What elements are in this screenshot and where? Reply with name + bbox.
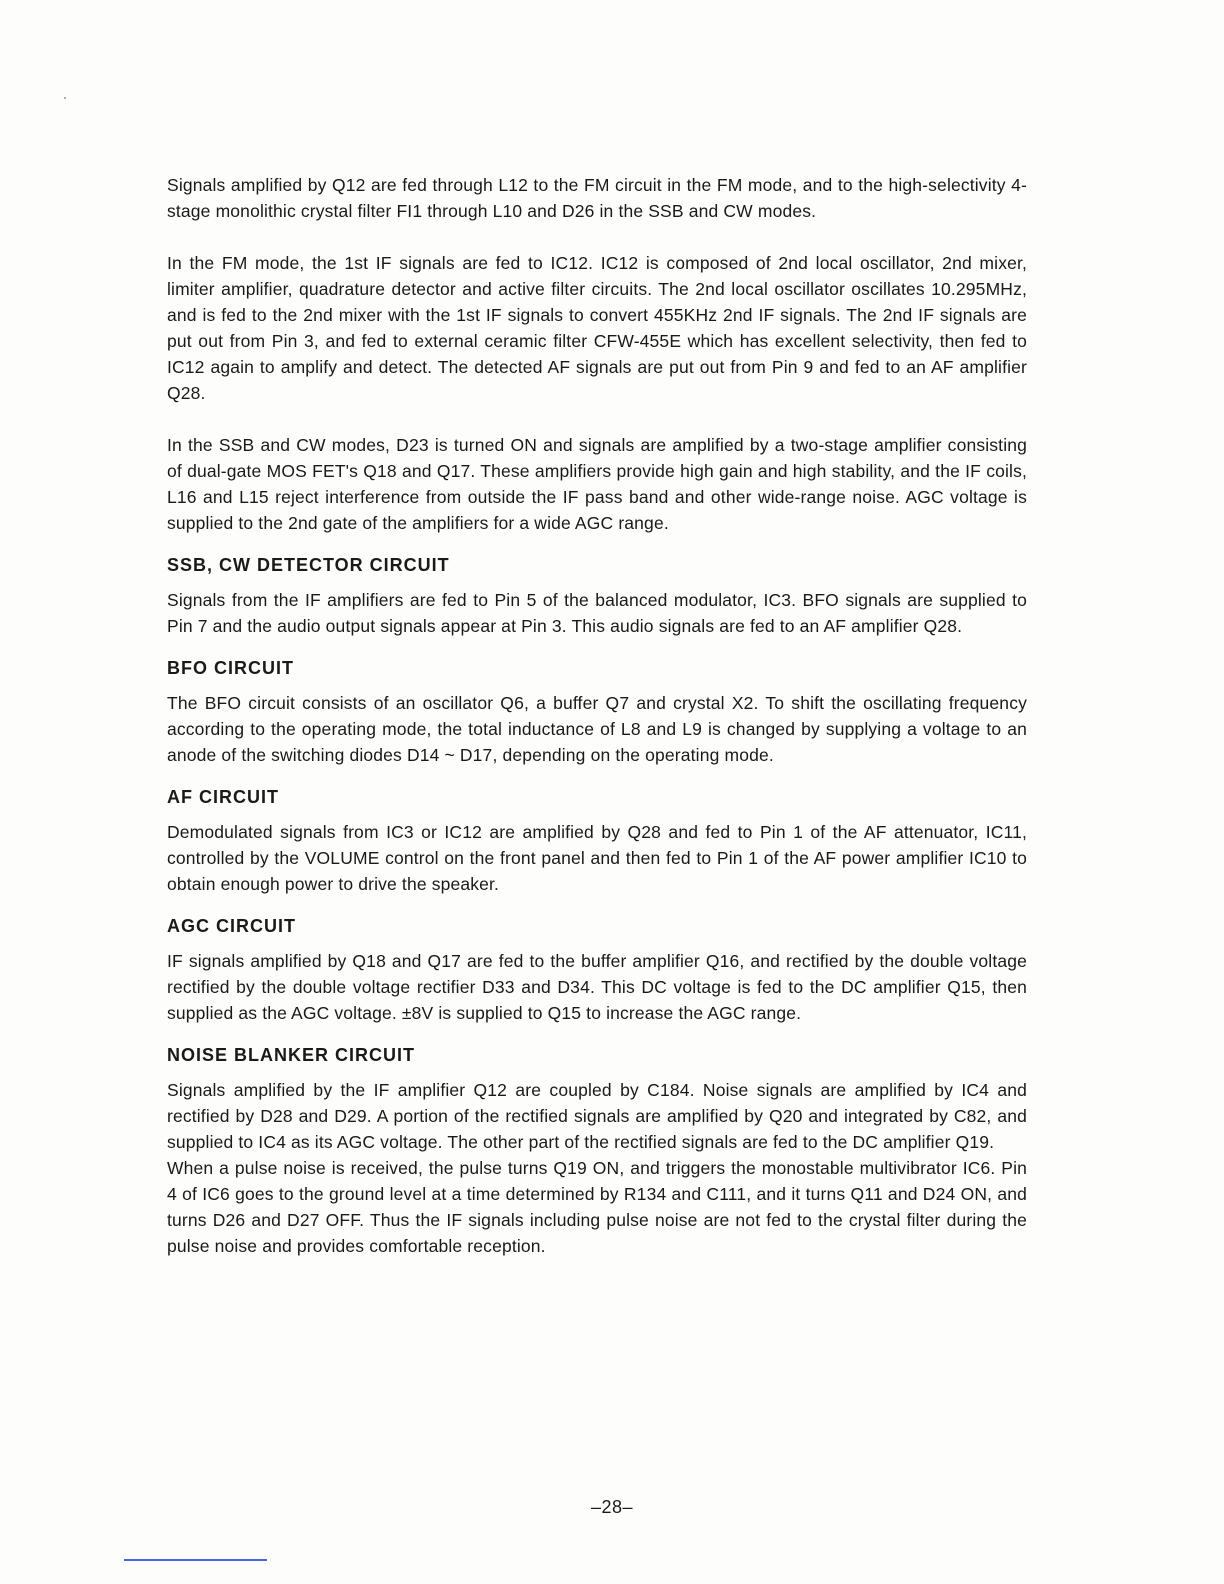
section-heading: AGC CIRCUIT (167, 916, 296, 936)
section-paragraph: The BFO circuit consists of an oscillator Q6, a buffer Q7 and crystal X2. To shift the oscillating frequency according to the operating mode, the total inductance of L8 and L9 is changed by supplying a voltage to an anode of the switching diodes D14 ~ D17, depending on the operating mode. (167, 693, 1027, 765)
scan-speck (64, 97, 66, 99)
intro-paragraph-1: Signals amplified by Q12 are fed through L12 to the FM circuit in the FM mode, and to the high-selectivity 4-stage monolithic crystal filter FI1 through L10 and D26 in the SSB and CW modes. (167, 175, 1027, 221)
section-paragraph: When a pulse noise is received, the pulse turns Q19 ON, and triggers the monostable multivibrator IC6. Pin 4 of IC6 goes to the ground level at a time determined by R134 and C111, and it turns Q11 and D24 ON, and turns D26 and D27 OFF. Thus the IF signals including pulse noise are not fed to the crystal filter during the pulse noise and provides comfortable reception. (167, 1158, 1027, 1256)
intro-paragraph-2: In the FM mode, the 1st IF signals are fed to IC12. IC12 is composed of 2nd local oscillator, 2nd mixer, limiter amplifier, quadrature detector and active filter circuits. The 2nd local oscillator oscillates 10.295MHz, and is fed to the 2nd mixer with the 1st IF signals to convert 455KHz 2nd IF signals. The 2nd IF signals are put out from Pin 3, and fed to external ceramic filter CFW-455E which has excellent selectivity, then fed to IC12 again to amplify and detect. The detected AF signals are put out from Pin 9 and fed to an AF amplifier Q28. (167, 253, 1027, 403)
section-noise-blanker (167, 1042, 1027, 1259)
section-paragraph: Demodulated signals from IC3 or IC12 are amplified by Q28 and fed to Pin 1 of the AF attenuator, IC11, controlled by the VOLUME control on the front panel and then fed to Pin 1 of the AF power amplifier IC10 to obtain enough power to drive the speaker. (167, 822, 1027, 894)
section-ssb-cw-detector (167, 552, 1027, 639)
section-paragraph: Signals amplified by the IF amplifier Q12 are coupled by C184. Noise signals are amplified by IC4 and rectified by D28 and D29. A portion of the rectified signals are amplified by Q20 and integrated by C82, and supplied to IC4 as its AGC voltage. The other part of the rectified signals are fed to the DC amplifier Q19. (167, 1080, 1027, 1152)
bottom-rule (124, 1559, 267, 1561)
page-number: –28– (590, 1497, 634, 1517)
section-heading: AF CIRCUIT (167, 787, 279, 807)
section-paragraph: IF signals amplified by Q18 and Q17 are fed to the buffer amplifier Q16, and rectified by the double voltage rectified by the double voltage rectifier D33 and D34. This DC voltage is fed to the DC amplifier Q15, then supplied as the AGC voltage. ±8V is supplied to Q15 to increase the AGC range. (167, 951, 1027, 1023)
section-bfo (167, 655, 1027, 768)
section-agc (167, 913, 1027, 1026)
section-heading: NOISE BLANKER CIRCUIT (167, 1045, 416, 1065)
document-body (167, 172, 1027, 1259)
section-af (167, 784, 1027, 897)
section-paragraph: Signals from the IF amplifiers are fed to Pin 5 of the balanced modulator, IC3. BFO signals are supplied to Pin 7 and the audio output signals appear at Pin 3. This audio signals are fed to an AF amplifier Q28. (167, 590, 1027, 636)
section-heading: SSB, CW DETECTOR CIRCUIT (167, 555, 450, 575)
intro-paragraph-3: In the SSB and CW modes, D23 is turned ON and signals are amplified by a two-stage amplifier consisting of dual-gate MOS FET's Q18 and Q17. These amplifiers provide high gain and high stability, and the IF coils, L16 and L15 reject interference from outside the IF pass band and other wide-range noise. AGC voltage is supplied to the 2nd gate of the amplifiers for a wide AGC range. (167, 435, 1027, 533)
section-heading: BFO CIRCUIT (167, 658, 294, 678)
